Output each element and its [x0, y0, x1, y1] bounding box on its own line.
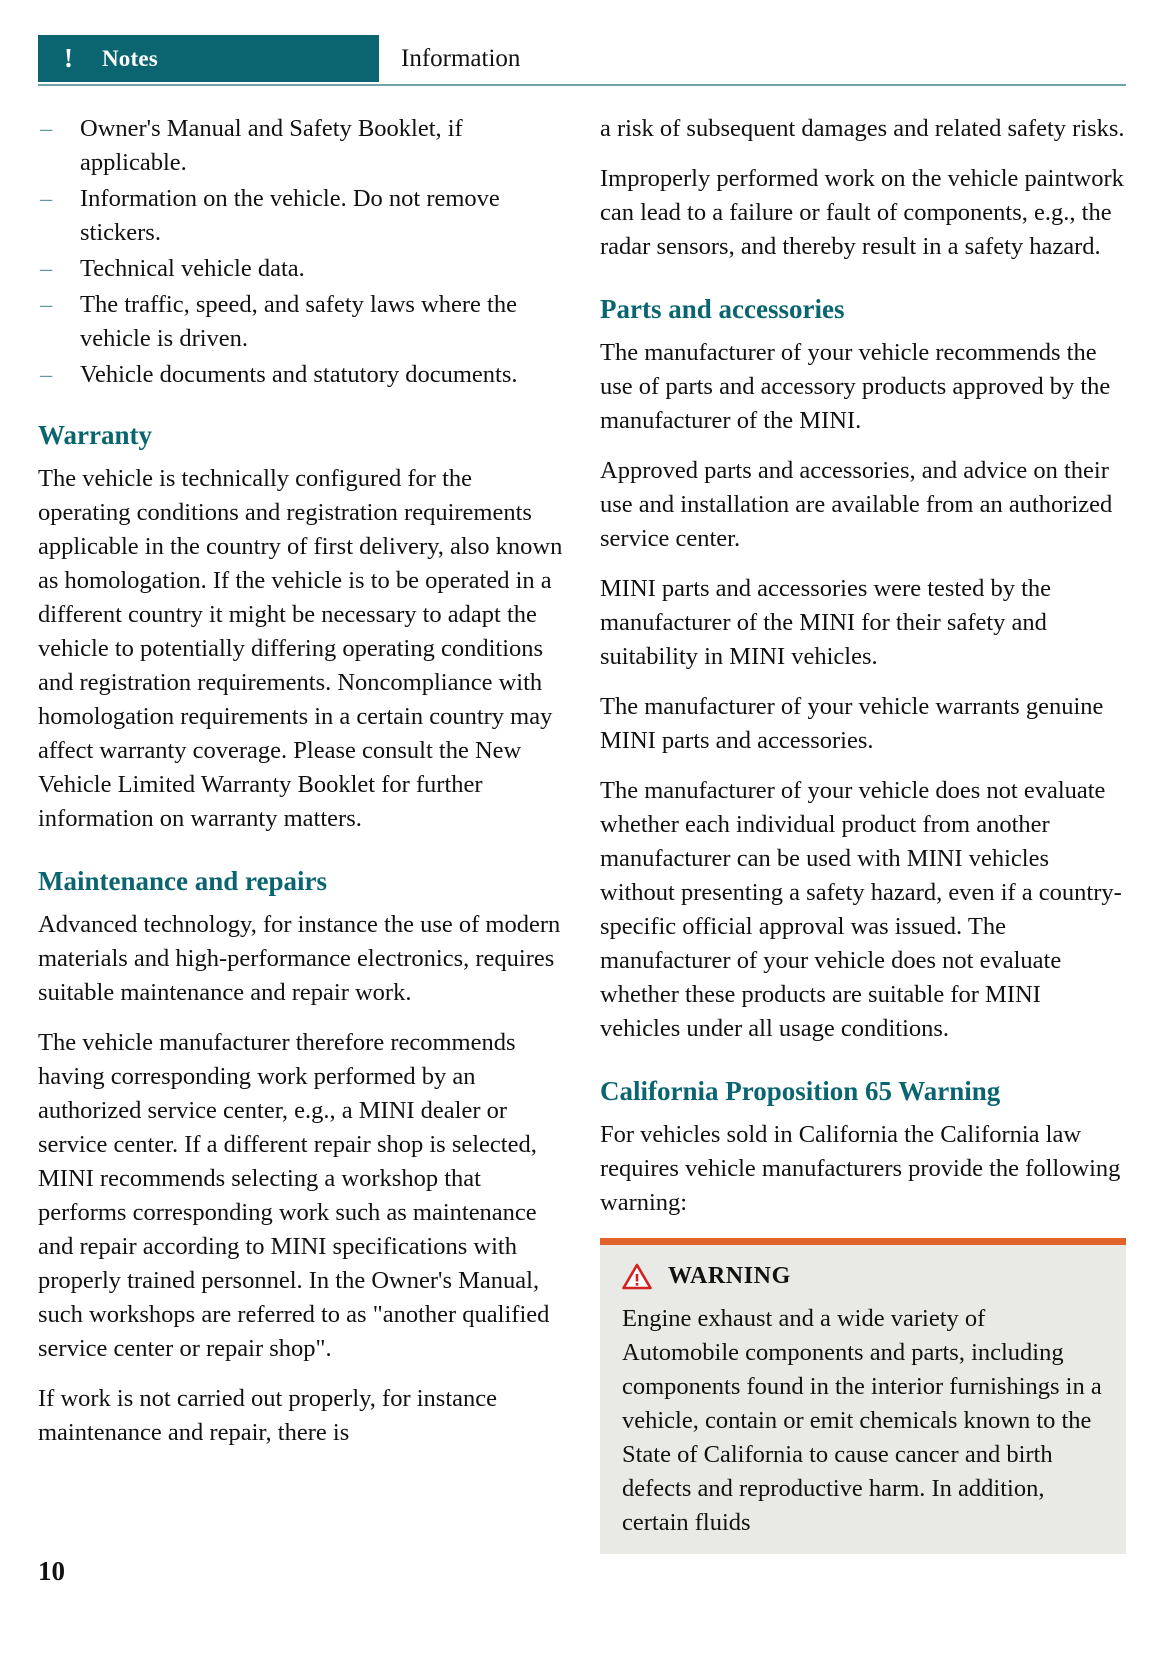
page-header	[38, 35, 1126, 87]
parts-paragraph-5: The manufacturer of your vehicle does not evaluate whether each individual product from another manufacturer can be used with MINI vehicles without presenting a safety hazard, even if a country-specific official approval was issued. The manufacturer of your vehicle does not evaluate whether these products are suitable for MINI vehicles under all usage conditions.	[600, 777, 1122, 1042]
heading-california-proposition-65-warning: California Proposition 65 Warning	[600, 1076, 1001, 1106]
header-divider	[38, 84, 1126, 86]
list-item	[38, 182, 564, 250]
tab-information	[379, 35, 1126, 82]
tab-information-label: Information	[401, 44, 521, 72]
list-item-text: The traffic, speed, and safety laws where the vehicle is driven.	[80, 291, 517, 352]
tab-notes	[38, 35, 379, 82]
exclamation-icon: !	[64, 43, 73, 73]
parts-paragraph-1: The manufacturer of your vehicle recommends the use of parts and accessory products approved by the manufacturer of the MINI.	[600, 339, 1111, 434]
list-item	[38, 358, 564, 392]
requirements-list	[38, 112, 564, 392]
left-column	[38, 112, 564, 1554]
warning-triangle-icon	[622, 1263, 652, 1290]
page-number: 10	[38, 1556, 65, 1586]
maintenance-paragraph-1: Advanced technology, for instance the use of modern materials and high-performance electronics, requires suitable maintenance and repair work.	[38, 911, 561, 1006]
warning-label: WARNING	[668, 1263, 791, 1289]
list-item-text: Technical vehicle data.	[80, 255, 305, 282]
dash-bullet-icon: –	[40, 115, 53, 142]
maintenance-paragraph-3: If work is not carried out properly, for instance maintenance and repair, there is	[38, 1385, 497, 1446]
parts-paragraph-3: MINI parts and accessories were tested by the manufacturer of the MINI for their safety and suitability in MINI vehicles.	[600, 575, 1052, 670]
tab-notes-label: Notes	[102, 45, 158, 71]
list-item	[38, 252, 564, 286]
right-column	[600, 112, 1126, 1554]
list-item-text: Owner's Manual and Safety Booklet, if applicable.	[80, 115, 463, 176]
parts-paragraph-4: The manufacturer of your vehicle warrants genuine MINI parts and accessories.	[600, 693, 1104, 754]
header-tabs	[38, 35, 1126, 82]
dash-bullet-icon: –	[40, 185, 53, 212]
dash-bullet-icon: –	[40, 361, 53, 388]
content-columns	[38, 112, 1126, 1554]
heading-maintenance-and-repairs: Maintenance and repairs	[38, 866, 327, 896]
warning-header	[622, 1263, 1104, 1290]
parts-paragraph-2: Approved parts and accessories, and advice on their use and installation are available from an authorized service center.	[600, 457, 1113, 552]
continuation-paragraph-1: a risk of subsequent damages and related safety risks.	[600, 115, 1125, 142]
list-item-text: Information on the vehicle. Do not remove stickers.	[80, 185, 500, 246]
dash-bullet-icon: –	[40, 255, 53, 282]
list-item	[38, 112, 564, 180]
heading-parts-and-accessories: Parts and accessories	[600, 294, 845, 324]
warranty-paragraph: The vehicle is technically configured for the operating conditions and registration requirements applicable in the country of first delivery, also known as homologation. If the vehicle is to be operated in a different country it might be necessary to adapt the vehicle to potentially differing operating conditions and registration requirements. Noncompliance with homologation requirements in a certain country may affect warranty coverage. Please consult the New Vehicle Limited Warranty Booklet for further information on warranty matters.	[38, 465, 563, 832]
heading-warranty: Warranty	[38, 420, 152, 450]
continuation-paragraph-2: Improperly performed work on the vehicle paintwork can lead to a failure or fault of components, e.g., the radar sensors, and thereby result in a safety hazard.	[600, 165, 1124, 260]
list-item	[38, 288, 564, 356]
warning-callout-box	[600, 1238, 1126, 1554]
warning-text: Engine exhaust and a wide variety of Automobile components and parts, including components found in the interior furnishings in a vehicle, contain or emit chemicals known to the State of California to cause cancer and birth defects and reproductive harm. In addition, certain fluids	[622, 1305, 1102, 1536]
dash-bullet-icon: –	[40, 291, 53, 318]
list-item-text: Vehicle documents and statutory documents.	[80, 361, 518, 388]
proposition65-intro: For vehicles sold in California the California law requires vehicle manufacturers provide the following warning:	[600, 1121, 1121, 1216]
maintenance-paragraph-2: The vehicle manufacturer therefore recommends having corresponding work performed by an authorized service center, e.g., a MINI dealer or service center. If a different repair shop is selected, MINI recommends selecting a workshop that performs corresponding work such as maintenance and repair according to MINI specifications with properly trained personnel. In the Owner's Manual, such workshops are referred to as "another qualified service center or repair shop".	[38, 1029, 550, 1362]
